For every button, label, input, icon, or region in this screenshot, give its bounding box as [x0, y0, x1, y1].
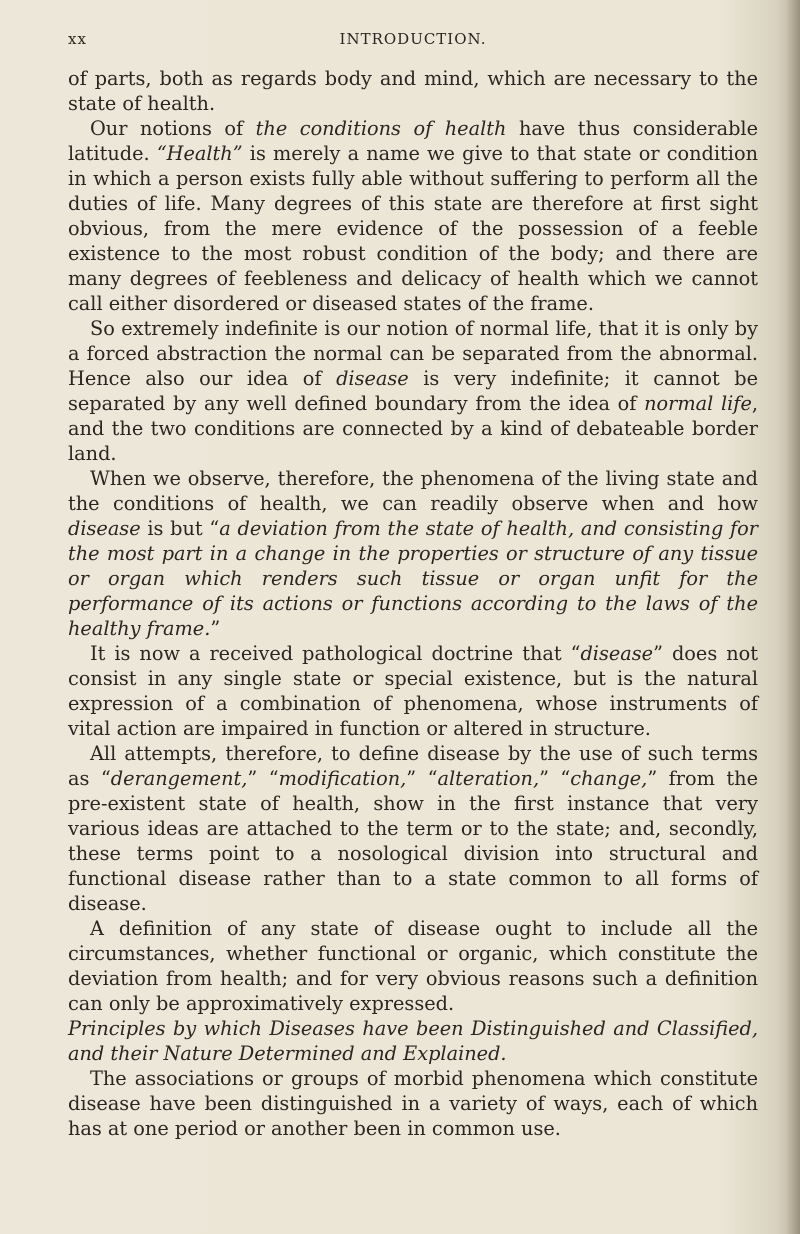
text-span: ” “	[406, 767, 438, 790]
text-emphasis: alteration,	[437, 767, 540, 790]
text-span: All attempts, therefore, to define disease by the use of such terms as “	[68, 742, 758, 790]
text-emphasis: derangement,	[110, 767, 248, 790]
text-span: is but “	[140, 517, 220, 540]
text-span: have thus considerable latitude.	[68, 117, 758, 165]
body-text	[68, 66, 758, 1141]
section-heading: Principles by which Diseases have been Distinguished and Classified, and their Nature Determined and Explained.	[68, 1017, 758, 1065]
paragraph-6	[68, 741, 758, 916]
text-emphasis: “Health”	[156, 142, 243, 165]
text-span: is very indefinite; it cannot be separated by any well defined boundary from the idea of	[68, 367, 758, 415]
text-emphasis: disease	[580, 642, 654, 665]
paragraph-8: The associations or groups of morbid phenomena which constitute disease have been distinguished in a variety of ways, each of which has at one period or another been in common use.	[68, 1067, 758, 1140]
paragraph-5	[68, 641, 758, 741]
text-span: ” “	[539, 767, 571, 790]
text-span: ” from the pre-existent state of health, show in the first instance that very various ideas are attached to the term or to the state; and, secondly, these terms point to a nosological division into structural and functional disease rather than to a state common to all forms of disease.	[68, 767, 758, 915]
text-emphasis: the conditions of health	[255, 117, 507, 140]
text-span: ”	[210, 617, 221, 640]
text-span: , and the two conditions are connected by a kind of debateable border land.	[68, 392, 758, 465]
text-emphasis: disease	[68, 517, 141, 540]
text-emphasis: a deviation from the state of health, and consisting for the most part in a change in the properties or structure of any tissue or organ which renders such tissue or organ unfit for the performance of its actions or functions according to the laws of the healthy frame.	[68, 517, 758, 640]
paragraph-1: of parts, both as regards body and mind, which are necessary to the state of health.	[68, 67, 758, 115]
text-span: When we observe, therefore, the phenomena of the living state and the conditions of health, we can readily observe when and how	[68, 467, 758, 515]
paragraph-2	[68, 116, 758, 316]
text-emphasis: disease	[336, 367, 409, 390]
text-emphasis: modification,	[278, 767, 407, 790]
text-span: ” does not consist in any single state or special existence, but is the natural expression of a combination of phenomena, whose instruments of vital action are impaired in function or altered in structure.	[68, 642, 758, 740]
text-emphasis: normal life	[644, 392, 752, 415]
text-emphasis: change,	[570, 767, 648, 790]
text-span: ” “	[247, 767, 279, 790]
page-edge-shadow	[786, 0, 800, 1234]
paragraph-7: A definition of any state of disease ought to include all the circumstances, whether functional or organic, which constitute the deviation from health; and for very obvious reasons such a definition can only be approximatively expressed.	[68, 917, 758, 1015]
text-span: Our notions of	[90, 117, 256, 140]
page-header	[68, 30, 758, 56]
page-number: xx	[68, 30, 87, 48]
text-span: It is now a received pathological doctrine that “	[90, 642, 581, 665]
text-span: So extremely indefinite is our notion of normal life, that it is only by a forced abstraction the normal can be separated from the abnormal. Hence also our idea of	[68, 317, 758, 390]
text-span: is merely a name we give to that state or condition in which a person exists fully able without suffering to perform all the duties of life. Many degrees of this state are therefore at first sight obvious, from the mere evidence of the possession of a feeble existence to the most robust condition of the body; and there are many degrees of feebleness and delicacy of health which we cannot call either disordered or diseased states of the frame.	[68, 142, 758, 315]
paragraph-3	[68, 316, 758, 466]
running-head: INTRODUCTION.	[339, 30, 487, 48]
paragraph-4	[68, 466, 758, 641]
